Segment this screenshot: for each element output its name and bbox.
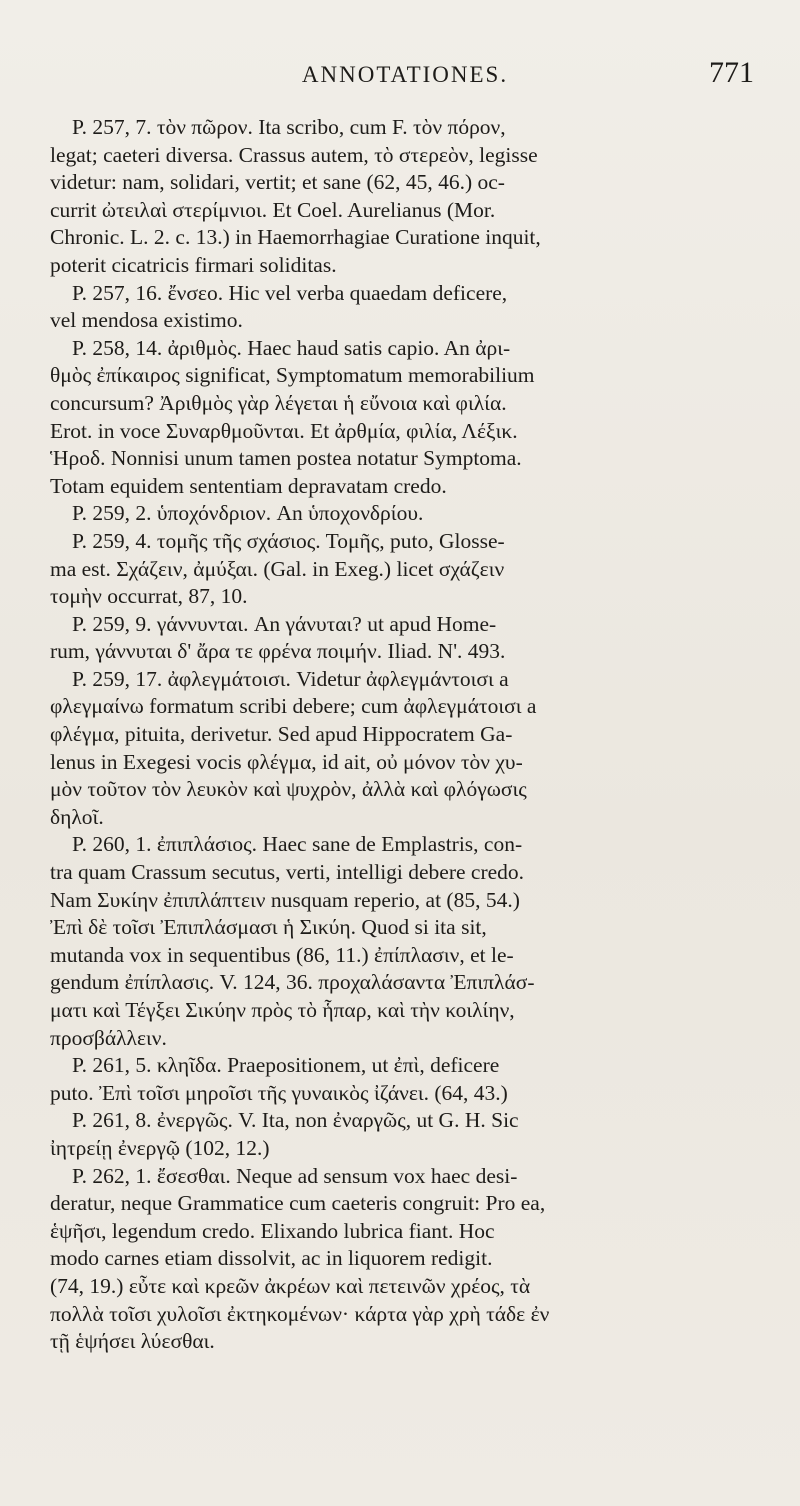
text-line: Ἡροδ. Nonnisi unum tamen postea notatur Symptoma. — [50, 446, 522, 471]
text-line: deratur, neque Grammatice cum caeteris congruit: Pro ea, — [50, 1191, 546, 1216]
text-line: vel mendosa existimo. — [50, 308, 243, 333]
text-line: concursum? Ἀριθμὸς γὰρ λέγεται ἡ εὔνοια καὶ φιλία. — [50, 390, 507, 415]
annotation-paragraph — [50, 611, 760, 666]
annotation-paragraph — [50, 831, 760, 1052]
text-line: puto. Ἐπὶ τοῖσι μηροῖσι τῆς γυναικὸς ἰζάνει. (64, 43.) — [50, 1080, 508, 1105]
text-line: πολλὰ τοῖσι χυλοῖσι ἐκτηκομένων· κάρτα γὰρ χρὴ τάδε ἐν — [50, 1301, 550, 1326]
text-line: currit ὠτειλαὶ στερίμνιοι. Et Coel. Aurelianus (Mor. — [50, 197, 496, 222]
text-line: videtur: nam, solidari, vertit; et sane (62, 45, 46.) oc- — [50, 170, 505, 195]
running-head: ANNOTATIONES. — [301, 62, 509, 87]
text-line: mutanda vox in sequentibus (86, 11.) ἐπίπλασιν, et le- — [50, 942, 514, 967]
text-line: P. 259, 4. τομῆς τῆς σχάσιος. Τομῆς, puto, Glosse- — [72, 528, 505, 553]
annotation-paragraph — [50, 666, 760, 832]
text-line: τῇ ἑψήσει λύεσθαι. — [50, 1329, 215, 1354]
annotation-paragraph — [50, 528, 760, 611]
text-line: ἑψῆσι, legendum credo. Elixando lubrica fiant. Hoc — [50, 1218, 495, 1243]
annotation-text — [50, 114, 760, 1356]
annotation-paragraph — [50, 280, 760, 335]
text-line: (74, 19.) εὖτε καὶ κρεῶν ἀκρέων καὶ πετεινῶν χρέος, τὰ — [50, 1273, 531, 1298]
text-line: Totam equidem sententiam depravatam credo. — [50, 473, 447, 498]
annotation-paragraph — [50, 335, 760, 501]
text-line: θμὸς ἐπίκαιρος significat, Symptomatum memorabilium — [50, 363, 535, 388]
text-line: P. 259, 17. ἀφλεγμάτοισι. Videtur ἀφλεγμάντοισι a — [72, 666, 509, 691]
annotation-paragraph — [50, 500, 760, 528]
annotation-paragraph — [50, 114, 760, 280]
text-line: lenus in Exegesi vocis φλέγμα, id ait, οὐ μόνον τὸν χυ- — [50, 749, 523, 774]
annotation-paragraph — [50, 1107, 760, 1162]
text-line: Ἐπὶ δὲ τοῖσι Ἐπιπλάσμασι ἡ Σικύη. Quod si ita sit, — [50, 915, 487, 940]
text-line: ἰητρείῃ ἐνεργῷ (102, 12.) — [50, 1135, 270, 1160]
text-line: δηλοῖ. — [50, 804, 104, 829]
text-line: gendum ἐπίπλασις. V. 124, 36. προχαλάσαντα Ἐπιπλάσ- — [50, 970, 535, 995]
text-line: φλεγμαίνω formatum scribi debere; cum ἀφλεγμάτοισι a — [50, 694, 537, 719]
text-line: P. 257, 16. ἔνσεο. Hic vel verba quaedam deficere, — [72, 280, 508, 305]
text-line: poterit cicatricis firmari soliditas. — [50, 252, 337, 277]
text-line: Nam Συκίην ἐπιπλάπτειν nusquam reperio, at (85, 54.) — [50, 887, 520, 912]
text-line: tra quam Crassum secutus, verti, intelligi debere credo. — [50, 860, 525, 885]
text-line: προσβάλλειν. — [50, 1025, 167, 1050]
text-line: P. 259, 9. γάννυνται. An γάνυται? ut apud Home- — [72, 611, 497, 636]
text-line: ματι καὶ Τέγξει Σικύην πρὸς τὸ ἧπαρ, καὶ τὴν κοιλίην, — [50, 998, 515, 1022]
text-line: τομὴν occurrat, 87, 10. — [50, 584, 248, 609]
text-line: legat; caeteri diversa. Crassus autem, τὸ στερεὸν, legisse — [50, 142, 538, 167]
text-line: modo carnes etiam dissolvit, ac in liquorem redigit. — [50, 1246, 493, 1271]
page-number: 771 — [709, 56, 754, 89]
text-line: μὸν τοῦτον τὸν λευκὸν καὶ ψυχρὸν, ἀλλὰ καὶ φλόγωσις — [50, 777, 527, 802]
text-line: P. 261, 5. κληῖδα. Praepositionem, ut ἐπὶ, deficere — [72, 1053, 500, 1078]
text-line: P. 260, 1. ἐπιπλάσιος. Haec sane de Emplastris, con- — [72, 832, 523, 857]
page-header — [50, 52, 760, 100]
annotation-paragraph — [50, 1052, 760, 1107]
text-line: Erot. in voce Συναρθμοῦνται. Et ἀρθμία, φιλία, Λέξικ. — [50, 418, 518, 443]
text-line: rum, γάννυται δ' ἄρα τε φρένα ποιμήν. Iliad. Ν'. 493. — [50, 639, 506, 664]
text-line: P. 259, 2. ὑποχόνδριον. An ὑποχονδρίου. — [72, 501, 424, 526]
text-line: P. 261, 8. ἐνεργῶς. V. Ita, non ἐναργῶς, ut G. H. Sic — [72, 1108, 519, 1133]
annotation-paragraph — [50, 1163, 760, 1356]
text-line: P. 257, 7. τὸν πῶρον. Ita scribo, cum F. τὸν πόρον, — [72, 115, 506, 139]
text-line: P. 262, 1. ἔσεσθαι. Neque ad sensum vox haec desi- — [72, 1163, 518, 1188]
text-line: φλέγμα, pituita, derivetur. Sed apud Hippocratem Ga- — [50, 722, 513, 747]
text-line: P. 258, 14. ἀριθμὸς. Haec haud satis capio. An ἀρι- — [72, 335, 511, 360]
text-line: ma est. Σχάζειν, ἀμύξαι. (Gal. in Exeg.) licet σχάζειν — [50, 556, 505, 581]
text-line: Chronic. L. 2. c. 13.) in Haemorrhagiae Curatione inquit, — [50, 225, 541, 250]
